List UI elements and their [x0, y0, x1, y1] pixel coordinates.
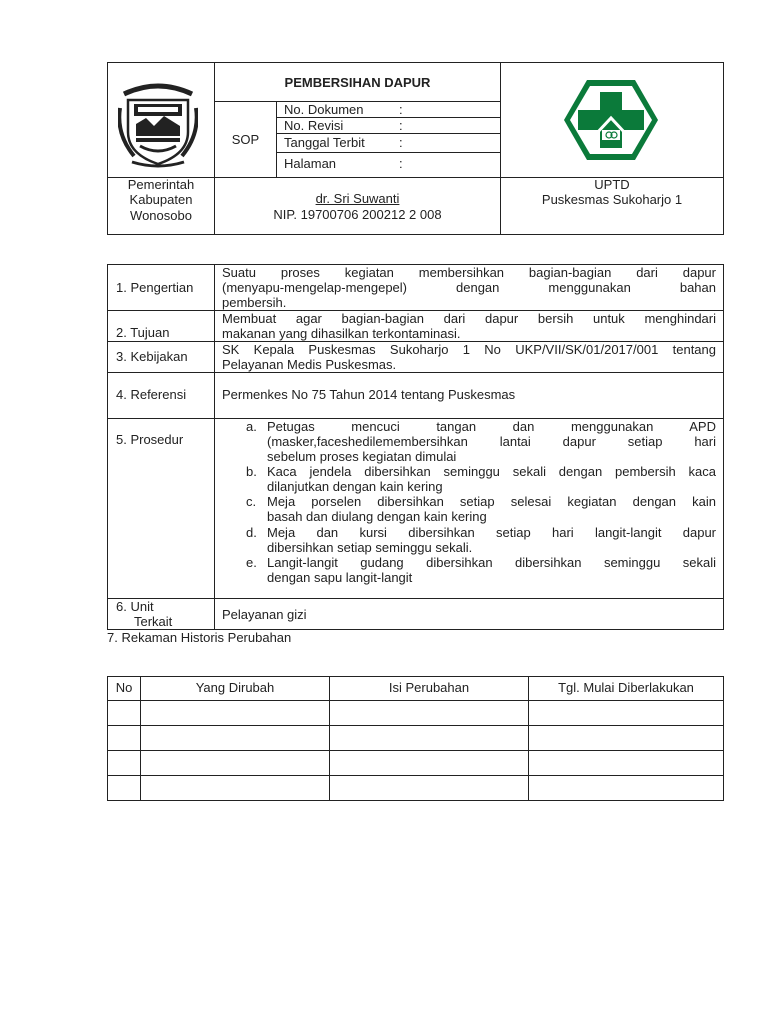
doc-field-label: No. Dokumen	[284, 102, 364, 117]
list-marker: e.	[246, 555, 257, 570]
section-label-kebijakan: 3. Kebijakan	[116, 349, 188, 364]
table-row	[108, 776, 723, 800]
list-marker: c.	[246, 494, 257, 509]
pengertian-text: pembersih.	[222, 295, 287, 310]
doc-field-sep: :	[399, 135, 403, 150]
list-marker: d.	[246, 525, 257, 540]
section-label-pengertian: 1. Pengertian	[116, 280, 194, 295]
history-title: 7. Rekaman Historis Perubahan	[107, 630, 292, 645]
unit-text: Pelayanan gizi	[222, 607, 307, 622]
section-label-tujuan: 2. Tujuan	[116, 325, 170, 340]
list-item-text: dengan sapu langit-langit	[267, 570, 413, 585]
list-item-text: dilanjutkan dengan kain kering	[267, 479, 443, 494]
pengertian-text: (menyapu-mengelap-mengepel) dengan menggunakan bahan	[222, 280, 716, 295]
pengertian-text: Suatu proses kegiatan membersihkan bagian-bagian dari dapur	[222, 265, 716, 280]
column-header: Tgl. Mulai Diberlakukan	[558, 680, 694, 695]
kebijakan-text: Pelayanan Medis Puskesmas.	[222, 357, 397, 372]
table-row	[108, 751, 723, 775]
list-item-text: Kaca jendela dibersihkan seminggu sekali dengan pembersih kaca	[267, 464, 716, 479]
doc-field-label: Halaman	[284, 156, 337, 171]
org-name-line: Wonosobo	[130, 208, 192, 223]
doc-field-label: Tanggal Terbit	[284, 135, 365, 150]
doc-field-label: No. Revisi	[284, 118, 344, 133]
org-name-line: Kabupaten	[129, 192, 193, 207]
referensi-text: Permenkes No 75 Tahun 2014 tentang Puskesmas	[222, 387, 516, 402]
section-label-prosedur: 5. Prosedur	[116, 432, 184, 447]
list-item-text: Petugas mencuci tangan dan menggunakan APD	[267, 419, 716, 434]
column-header: Isi Perubahan	[388, 680, 470, 695]
table-row	[108, 701, 723, 725]
list-item-text: (masker,faceshedilemembersihkan lantai dapur setiap hari	[267, 434, 716, 449]
list-item-text: basah dan diulang dengan kain kering	[267, 509, 487, 524]
unit-line: UPTD	[594, 177, 630, 192]
list-item-text: Meja dan kursi dibersihkan setiap hari langit-langit dapur	[267, 525, 716, 540]
list-marker: a.	[246, 419, 257, 434]
puskesmas-logo-icon	[562, 78, 660, 162]
regency-seal-icon	[118, 74, 198, 172]
column-header: Yang Dirubah	[195, 680, 275, 695]
section-label-referensi: 4. Referensi	[116, 387, 187, 402]
list-item-text: sebelum proses kegiatan dimulai	[267, 449, 457, 464]
list-item-text: dibersihkan setiap seminggu sekali.	[267, 540, 473, 555]
doc-field-sep: :	[399, 118, 403, 133]
column-header: No	[115, 680, 133, 695]
kebijakan-text: SK Kepala Puskesmas Sukoharjo 1 No UKP/VII/SK/01/2017/001 tentang	[222, 342, 716, 357]
list-item-text: Meja porselen dibersihkan setiap selesai kegiatan dengan kain	[267, 494, 716, 509]
signer-nip: NIP. 19700706 200212 2 008	[273, 207, 442, 222]
doc-field-sep: :	[399, 156, 403, 171]
section-label-unit: 6. Unit	[116, 599, 154, 614]
page-title: PEMBERSIHAN DAPUR	[284, 75, 431, 90]
list-item-text: Langit-langit gudang dibersihkan dibersihkan seminggu sekali	[267, 555, 716, 570]
section-label-unit: Terkait	[134, 614, 173, 629]
signer-name: dr. Sri Suwanti	[315, 191, 400, 206]
doc-field-sep: :	[399, 102, 403, 117]
list-marker: b.	[246, 464, 257, 479]
unit-line: Puskesmas Sukoharjo 1	[541, 192, 683, 207]
sop-label: SOP	[231, 132, 260, 147]
org-name-line: Pemerintah	[127, 177, 195, 192]
table-row	[108, 726, 723, 750]
tujuan-text: makanan yang dihasilkan terkontaminasi.	[222, 326, 461, 341]
tujuan-text: Membuat agar bagian-bagian dari dapur bersih untuk menghindari	[222, 311, 716, 326]
